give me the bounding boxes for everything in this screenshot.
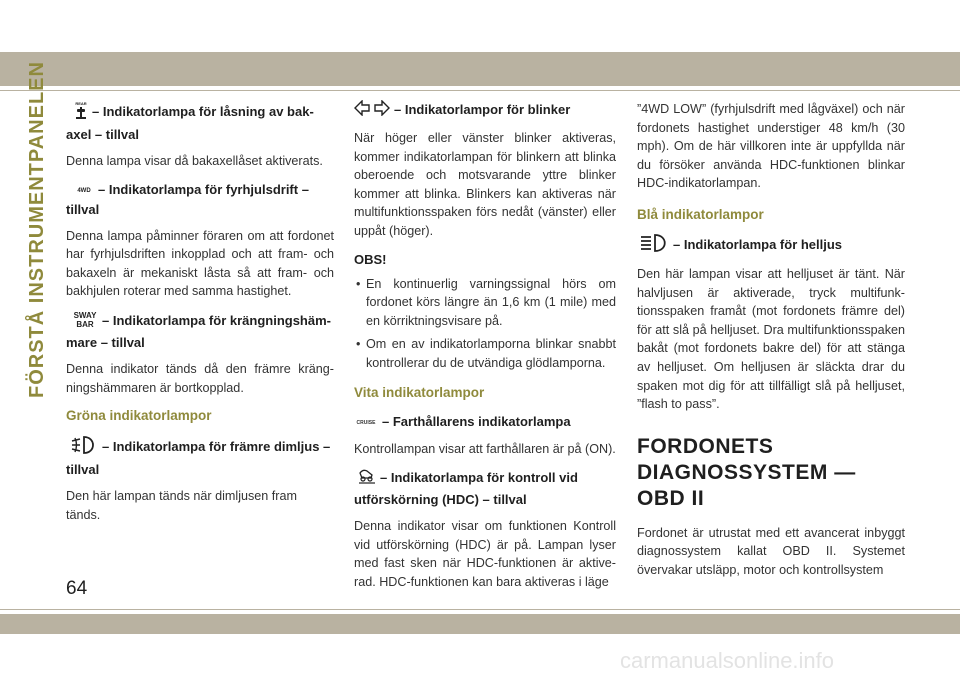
rear-axle-lock-icon bbox=[74, 100, 88, 125]
heading-four-wd-text: – Indikatorlampa för fyrhjulsdrift – tillval bbox=[66, 181, 309, 217]
heading-sway-bar bbox=[66, 310, 334, 352]
cruise-icon-label: CRUISE bbox=[356, 419, 376, 426]
section-white-indicators: Vita indikatorlampor bbox=[354, 384, 485, 400]
paragraph-high-beam: Den här lampan visar att helljuset är tänt. När halvljusen är aktiverade, tryck multifunktionsspaken framåt (mot fordonets främre del) för att slå på helljuset. Dra multifunktionsspaken bakåt (mot fordonets bakre del) för att stänga av helljuset. Om helljusen är släckta drar du spaken mot dig för att tillfälligt slå på helljuset, ”flash to pass”. bbox=[637, 266, 905, 412]
cruise-icon bbox=[354, 413, 378, 432]
paragraph-cruise: Kontrollampan visar att farthållaren är på (ON). bbox=[354, 441, 616, 456]
heading-rear-axle-lock bbox=[66, 100, 334, 144]
bullet-fast-flash-text: Om en av indikatorlamporna blinkar snabbt kontrollerar du de utvändiga glödlamporna. bbox=[366, 337, 616, 370]
turn-signal-arrows-icon bbox=[354, 100, 390, 121]
rear-axle-icon-label: REAR bbox=[75, 101, 87, 106]
paragraph-four-wd: Denna lampa påminner föraren om att fordonet har fyrhjulsdriften inkopplad och att fram- och bakaxeln är mekaniskt låsta så att fram- och bakhjulen roterar med samma hastighet. bbox=[66, 228, 334, 299]
front-fog-light-icon bbox=[70, 435, 98, 460]
bullet-warning-chime-text: En kontinuerlig varningssignal hörs om fordonet körs längre än 1,6 km (1 mile) med en körriktningsvisare på. bbox=[366, 276, 616, 328]
watermark: carmanualsonline.info bbox=[620, 648, 835, 673]
heading-rear-axle-lock-text: – Indikatorlampa för låsning av bakaxel – tillval bbox=[66, 103, 314, 142]
page-number: 64 bbox=[66, 578, 88, 599]
heading-front-fog bbox=[66, 435, 334, 479]
obd-title-line2: DIAGNOSSYSTEM — OBD II bbox=[637, 460, 856, 510]
four-wd-icon bbox=[74, 181, 94, 200]
heading-four-wd bbox=[66, 180, 334, 219]
four-wd-icon-label: 4WD bbox=[77, 187, 91, 194]
section-blue-indicators: Blå indikatorlampor bbox=[637, 206, 764, 222]
note-label: OBS! bbox=[354, 251, 387, 267]
section-green-indicators: Gröna indikatorlampor bbox=[66, 408, 212, 424]
paragraph-sway-bar: Denna indikator tänds då den främre krängningshämmaren är bortkopplad. bbox=[66, 362, 334, 395]
paragraph-rear-axle-lock: Denna lampa visar då bakaxellåset aktiverats. bbox=[66, 154, 323, 168]
heading-high-beam bbox=[637, 234, 905, 257]
column-3 bbox=[637, 100, 905, 589]
heading-sway-bar-text: – Indikatorlampa för krängningshämmare – tillval bbox=[66, 312, 331, 351]
heading-cruise-text: – Farthållarens indikatorlampa bbox=[382, 413, 571, 429]
header-rule bbox=[0, 90, 960, 91]
paragraph-front-fog: Den här lampan tänds när dimljusen fram tänds. bbox=[66, 489, 297, 522]
footer-rule bbox=[0, 609, 960, 610]
header-band bbox=[0, 52, 960, 86]
heading-turn-signals bbox=[354, 100, 616, 121]
sway-bar-icon-line2: BAR bbox=[76, 320, 94, 329]
paragraph-obd: Fordonet är utrustat med ett avancerat inbyggt diagnossystem kallat OBD II. Systemet övervakar utsläpp, motor och kontrollsystem bbox=[637, 525, 905, 577]
column-2 bbox=[354, 100, 616, 601]
obd-section-title bbox=[637, 434, 905, 512]
heading-front-fog-text: – Indikatorlampa för främre dimljus – tillval bbox=[66, 439, 331, 478]
bullet-warning-chime: • En kontinuerlig varningssignal hörs om fordonet körs längre än 1,6 km (1 mile) med en körriktningsvisare på. bbox=[356, 276, 616, 328]
sway-bar-icon bbox=[72, 310, 98, 333]
paragraph-hdc-continued: ”4WD LOW” (fyrhjulsdrift med lågväxel) och när fordonets hastighet understiger 48 km/h (30 mph). Om de här villkoren inte är uppfyllda när du försöker använda HDC-funktionen blinkar HDC-indikatorlampan. bbox=[637, 102, 905, 191]
sway-bar-icon-line1: SWAY bbox=[73, 311, 97, 321]
heading-high-beam-text: – Indikatorlampa för helljus bbox=[673, 236, 843, 252]
paragraph-hdc: Denna indikator visar om funktionen Kontroll vid utförskörning (HDC) är på. Lampan lyser med fast sken när HDC-funktionen är aktiverad. HDC-funktionen kan bara aktiveras i läge bbox=[354, 519, 616, 590]
column-1 bbox=[66, 100, 334, 533]
high-beam-icon bbox=[639, 234, 669, 257]
top-margin bbox=[0, 0, 960, 52]
hill-descent-icon bbox=[358, 467, 376, 490]
footer-band bbox=[0, 614, 960, 634]
heading-cruise bbox=[354, 412, 616, 432]
chapter-side-title-text: FÖRSTÅ INSTRUMENTPANELEN bbox=[26, 61, 48, 398]
paragraph-turn-signals: När höger eller vänster blinker aktiveras, kommer indikatorlampan för blinkern att blinka oberoende och motsvarande yttre blinker kommer att blinka. Blinkers kan aktiveras när multifunktionsspaken förs nedåt (vänster) eller uppåt (höger). bbox=[354, 131, 616, 239]
heading-turn-signals-text: – Indikatorlampor för blinker bbox=[394, 102, 571, 117]
heading-hdc bbox=[354, 467, 616, 509]
heading-hdc-text: – Indikatorlampa för kontroll vid utförskörning (HDC) – tillval bbox=[354, 470, 578, 508]
obd-title-line1: FORDONETS bbox=[637, 434, 774, 458]
bullet-fast-flash: • Om en av indikatorlamporna blinkar snabbt kontrollerar du de utvändiga glödlamporna. bbox=[356, 337, 616, 370]
